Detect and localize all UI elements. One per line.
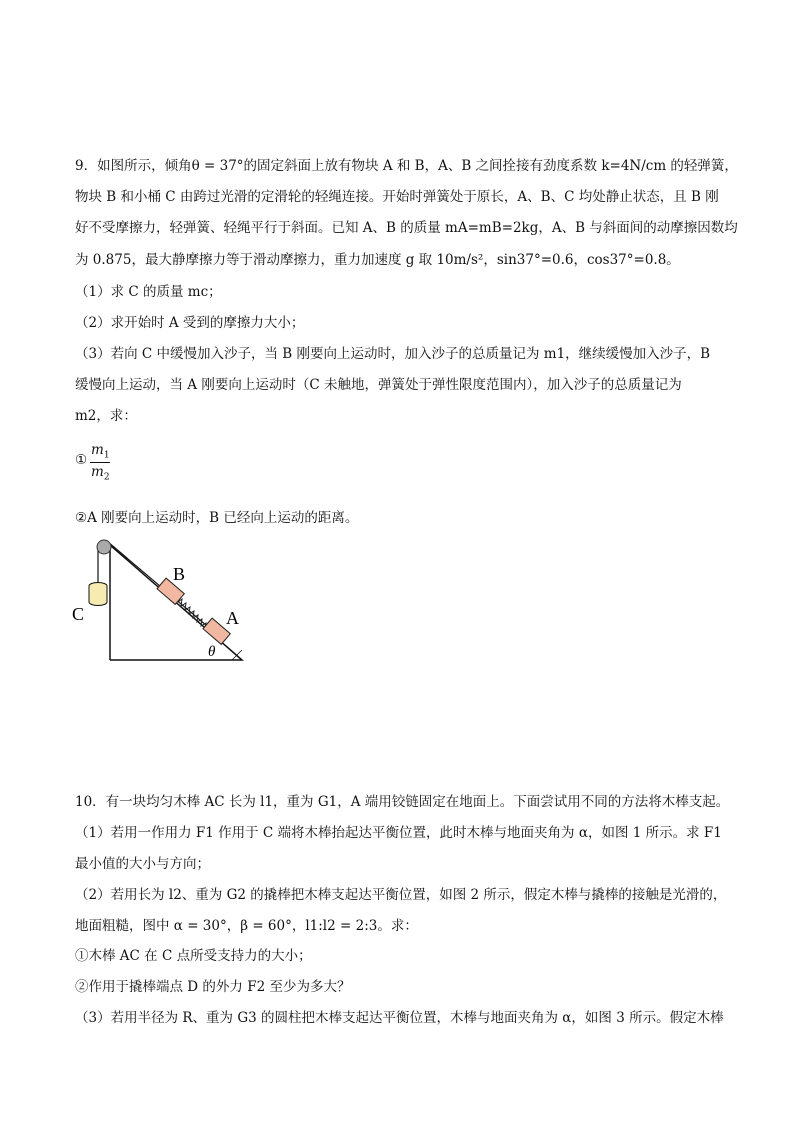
- q10-part-1-line-2: 最小值的大小与方向；: [75, 856, 210, 872]
- q10-part-2-line-1: （2）若用长为 l2、重为 G2 的撬棒把木棒支起达平衡位置，如图 2 所示，假定木棒与撬棒的接触是光滑的，: [75, 887, 727, 903]
- q10-part-2-line-2: 地面粗糙，图中 α = 30°，β = 60°，l1:l2 = 2:3。求：: [75, 918, 418, 934]
- q9-part-3-line-3: m2，求：: [75, 408, 137, 424]
- q9-line-1: 9．如图所示，倾角θ = 37°的固定斜面上放有物块 A 和 B，A、B 之间拴接有劲度系数 k=4N/cm 的轻弹簧，: [75, 158, 738, 174]
- q9-part-1: （1）求 C 的质量 mc；: [75, 284, 222, 300]
- q9-line-2: 物块 B 和小桶 C 由跨过光滑的定滑轮的轻绳连接。开始时弹簧处于原长，A、B、C 均处静止状态，且 B 刚: [75, 189, 719, 205]
- q10-sub-2: ②作用于撬棒端点 D 的外力 F2 至少为多大？: [75, 979, 351, 995]
- q10-part-1-line-1: （1）若用一作用力 F1 作用于 C 端将木棒抬起达平衡位置，此时木棒与地面夹角为 α，如图 1 所示。求 F1: [75, 825, 722, 841]
- q10-line-1: 10．有一块均匀木棒 AC 长为 l1，重为 G1，A 端用铰链固定在地面上。下面尝试用不同的方法将木棒支起。: [75, 794, 730, 810]
- fraction-bar: [90, 462, 110, 463]
- label-a: A: [226, 608, 239, 628]
- fraction-denominator: $m_2$: [91, 464, 110, 483]
- q9-line-3: 好不受摩擦力，轻弹簧、轻绳平行于斜面。已知 A、B 的质量 mA=mB=2kg，A、B 与斜面间的动摩擦因数均: [75, 220, 738, 236]
- q9-part-3-line-1: （3）若向 C 中缓慢加入沙子，当 B 刚要向上运动时，加入沙子的总质量记为 m1，继续缓慢加入沙子，B: [75, 346, 711, 362]
- pulley: [97, 540, 111, 554]
- q9-sub-question-2: ②A 刚要向上运动时，B 已经向上运动的距离。: [75, 510, 359, 526]
- circled-one: ①: [75, 452, 88, 468]
- label-theta: θ: [208, 644, 216, 660]
- q9-part-2: （2）求开始时 A 受到的摩擦力大小；: [75, 315, 305, 331]
- q10-part-3-line-1: （3）若用半径为 R、重为 G3 的圆柱把木棒支起达平衡位置，木棒与地面夹角为 α，如图 3 所示。假定木棒: [75, 1010, 724, 1026]
- q9-line-4: 为 0.875，最大静摩擦力等于滑动摩擦力，重力加速度 g 取 10m/s²，sin37°=0.6，cos37°=0.8。: [75, 252, 680, 268]
- label-c: C: [72, 604, 85, 624]
- bucket-c: [89, 586, 107, 606]
- incline-figure: [70, 530, 260, 670]
- q10-sub-1: ①木棒 AC 在 C 点所受支持力的大小；: [75, 948, 312, 964]
- q9-part-3-line-2: 缓慢向上运动，当 A 刚要向上运动时（C 未触地，弹簧处于弹性限度范围内），加入沙子的总质量记为: [75, 377, 682, 393]
- label-b: B: [173, 564, 186, 584]
- fraction-numerator: $m_1$: [91, 442, 110, 461]
